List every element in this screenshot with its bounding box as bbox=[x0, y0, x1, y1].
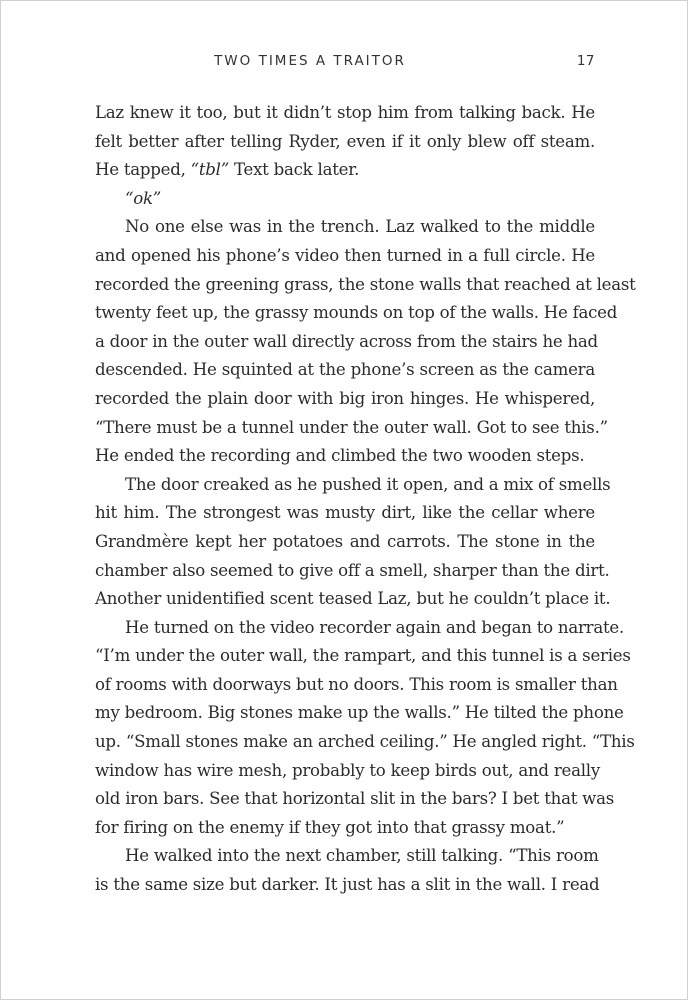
text-line: old iron bars. See that horizontal slit in the bars? I bet that was bbox=[95, 789, 615, 809]
text-line: for firing on the enemy if they got into that grassy moat.” bbox=[95, 817, 565, 837]
text-line: is the same size but darker. It just has a slit in the wall. I read bbox=[95, 875, 600, 895]
tapped-message: “tbl” bbox=[190, 160, 229, 180]
tapped-message-gloss: Text back later. bbox=[228, 160, 360, 180]
text-line: Laz knew it too, but it didn’t stop him from talking back. He bbox=[95, 103, 595, 122]
text-line: a door in the outer wall directly across from the stairs he had bbox=[95, 331, 598, 351]
text-line bbox=[95, 156, 595, 185]
text-line: “There must be a tunnel under the outer wall. Got to see this.” bbox=[95, 417, 608, 437]
text-line: “I’m under the outer wall, the rampart, and this tunnel is a series bbox=[95, 646, 631, 666]
text-line: and opened his phone’s video then turned in a full circle. He bbox=[95, 245, 595, 265]
body-text bbox=[95, 99, 636, 900]
text-line: window has wire mesh, probably to keep birds out, and really bbox=[95, 760, 600, 780]
text-line: He ended the recording and climbed the two wooden steps. bbox=[95, 446, 585, 466]
paragraph-start-line: No one else was in the trench. Laz walked to the middle bbox=[125, 217, 595, 237]
text-line: felt better after telling Ryder, even if it only blew off steam. bbox=[95, 131, 595, 151]
text-line: chamber also seemed to give off a smell, sharper than the dirt. bbox=[95, 560, 610, 580]
running-head bbox=[95, 53, 595, 75]
text-line: Grandmère kept her potatoes and carrots. The stone in the bbox=[95, 531, 595, 551]
text-line-start: He tapped, bbox=[95, 160, 191, 180]
text-line-reply: “ok” bbox=[125, 188, 162, 208]
running-title: TWO TIMES A TRAITOR bbox=[214, 53, 406, 69]
text-line: recorded the plain door with big iron hinges. He whispered, bbox=[95, 388, 595, 408]
text-line: hit him. The strongest was musty dirt, like the cellar where bbox=[95, 503, 595, 523]
text-line: descended. He squinted at the phone’s screen as the camera bbox=[95, 360, 595, 380]
text-line: of rooms with doorways but no doors. This room is smaller than bbox=[95, 674, 618, 694]
text-line: recorded the greening grass, the stone walls that reached at least bbox=[95, 274, 636, 294]
text-line: Another unidentified scent teased Laz, but he couldn’t place it. bbox=[95, 589, 611, 609]
text-line: up. “Small stones make an arched ceiling.” He angled right. “This bbox=[95, 732, 635, 752]
paragraph-start-line: The door creaked as he pushed it open, and a mix of smells bbox=[125, 474, 611, 494]
page-number: 17 bbox=[576, 53, 595, 69]
text-line: twenty feet up, the grassy mounds on top of the walls. He faced bbox=[95, 303, 618, 323]
text-line: my bedroom. Big stones make up the walls.” He tilted the phone bbox=[95, 703, 624, 723]
paragraph-start-line: He walked into the next chamber, still talking. “This room bbox=[125, 846, 599, 866]
paragraph-start-line: He turned on the video recorder again and began to narrate. bbox=[125, 617, 625, 637]
